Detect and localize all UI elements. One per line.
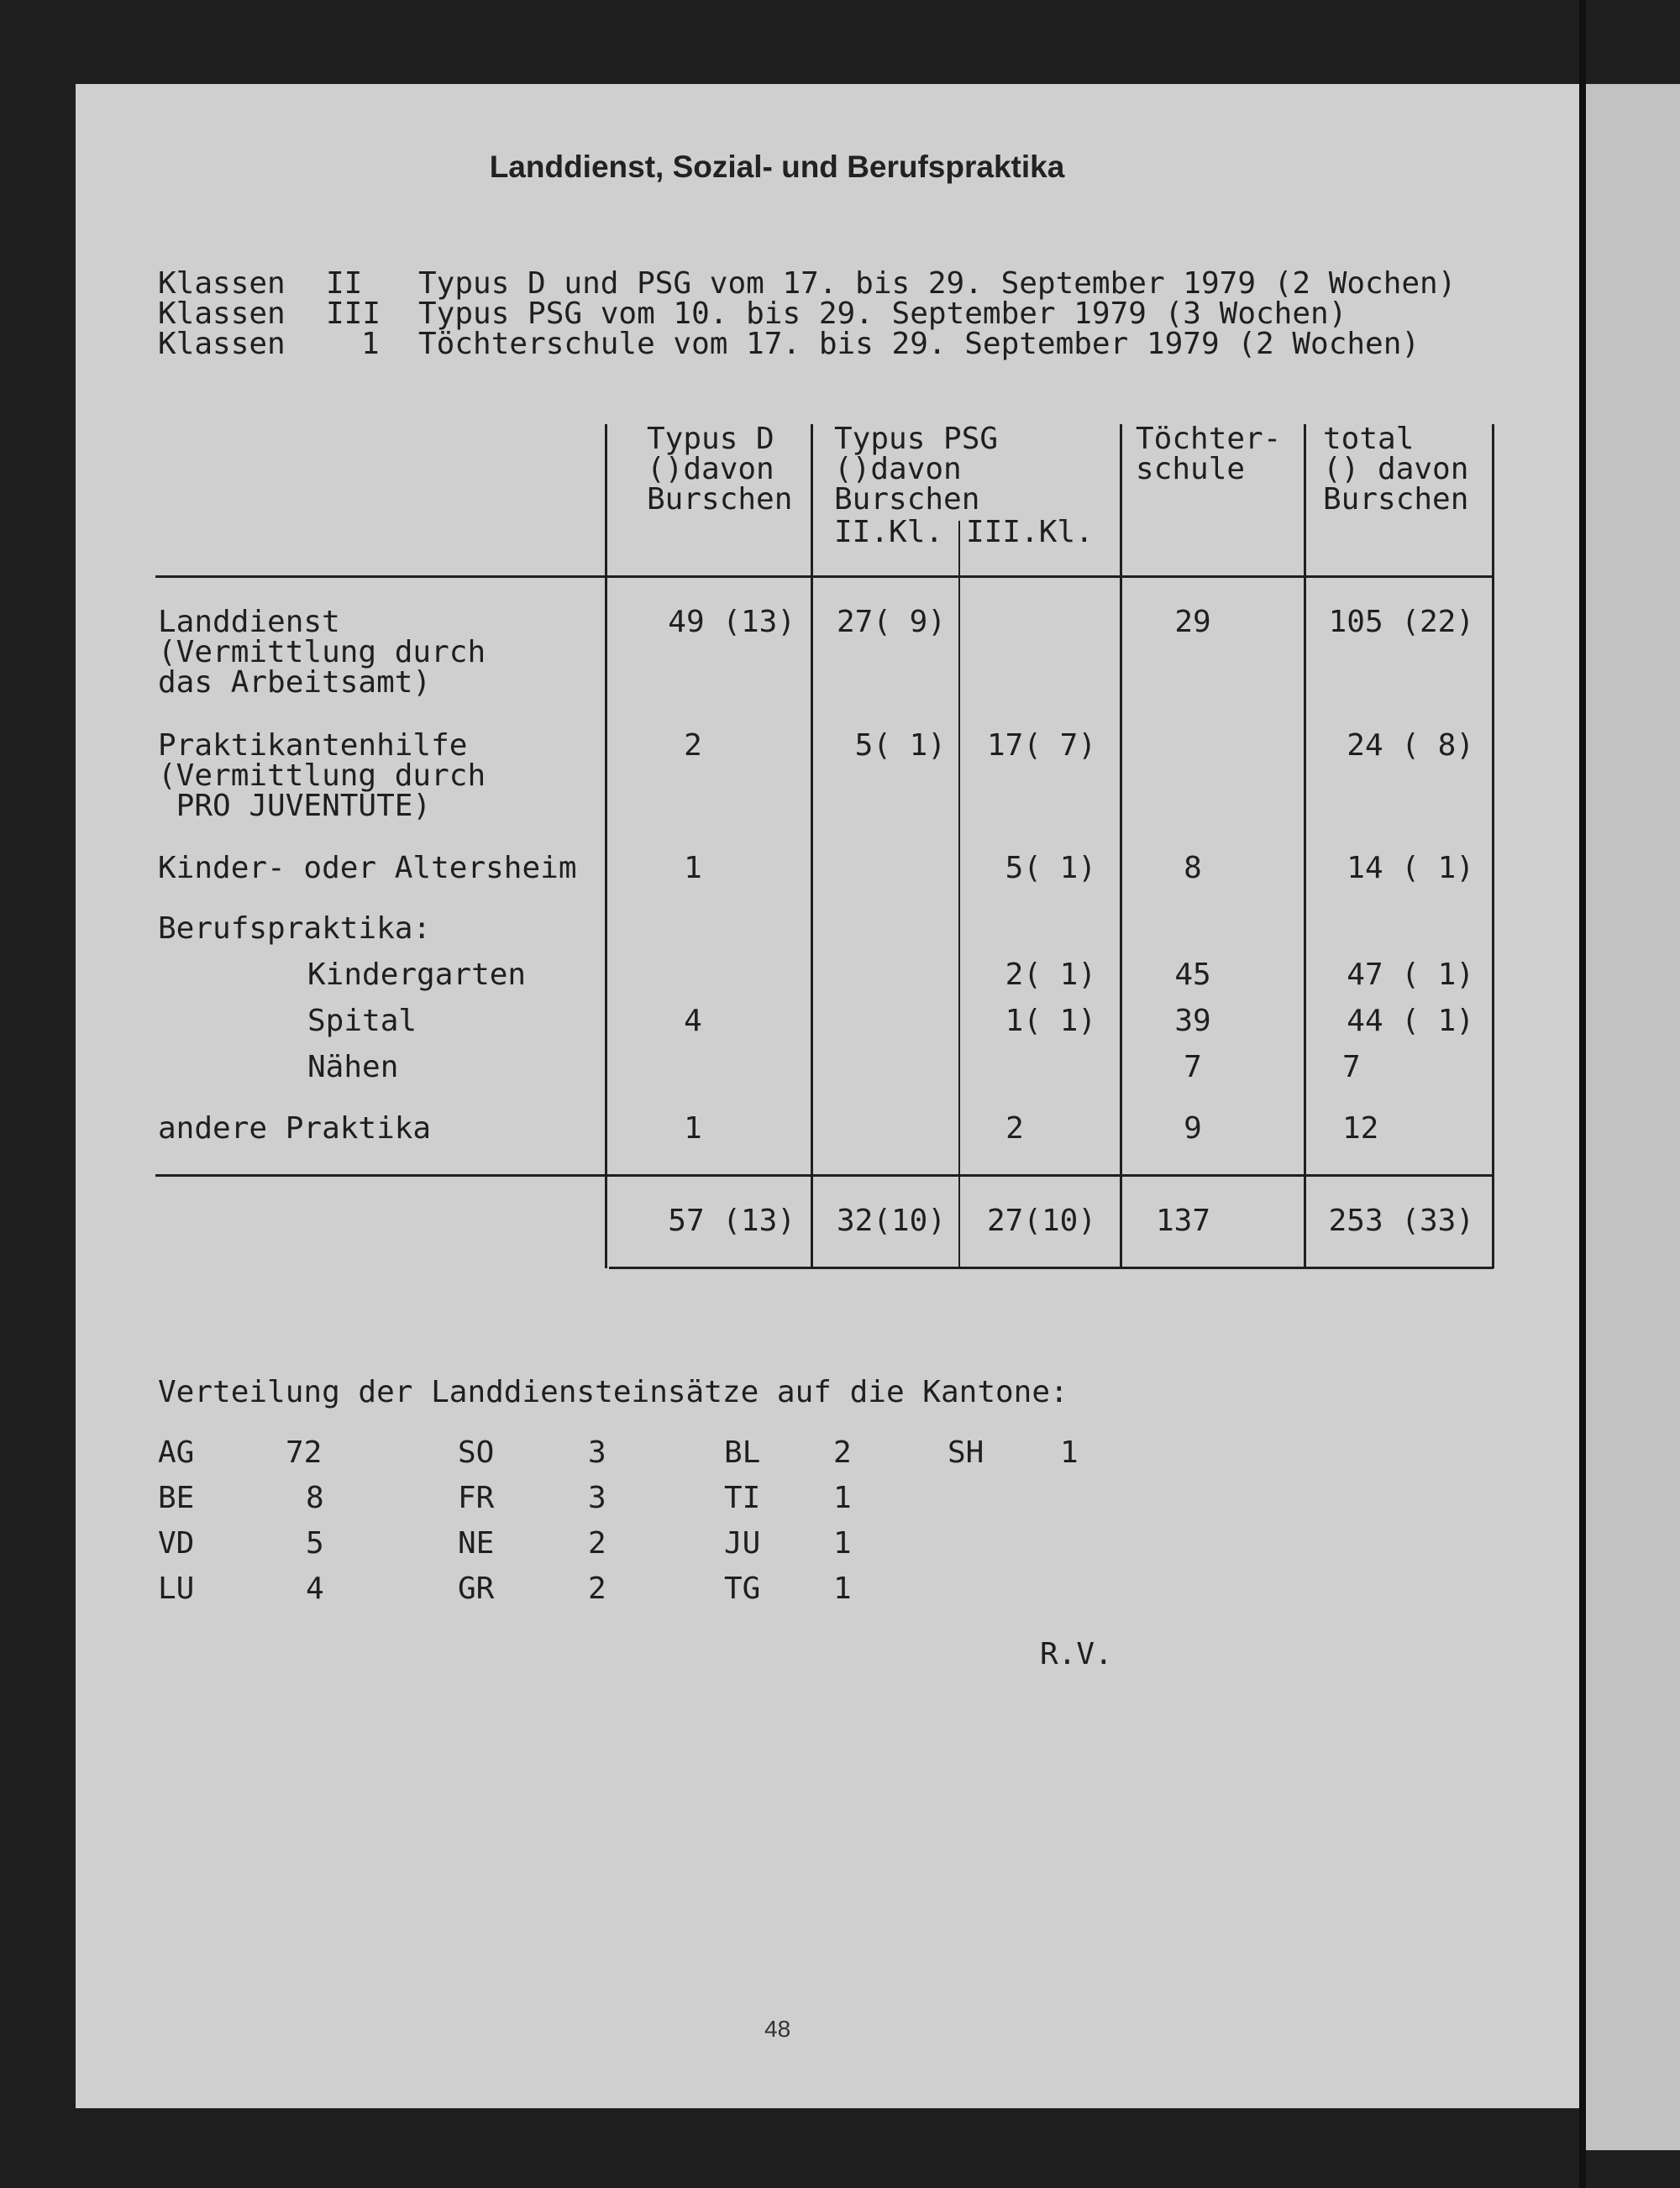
cell-typus-d: 1: [684, 1111, 702, 1146]
document-page: [76, 84, 1583, 2108]
book-binding: [1579, 0, 1586, 2188]
header-typus-psg: Typus PSG: [834, 422, 999, 456]
col-divider: [958, 521, 960, 1268]
class-level: III: [326, 296, 381, 331]
cell-total: 24 ( 8): [1347, 728, 1474, 763]
totals-rule: [155, 1174, 1494, 1177]
row-label: Kinder- oder Altersheim: [158, 851, 577, 885]
header-psg-iii: III.Kl.: [966, 515, 1094, 549]
col-divider: [1492, 424, 1494, 1268]
canton-code: NE: [458, 1526, 495, 1561]
header-rule: [155, 575, 1494, 578]
row-label: Landdienst: [158, 605, 340, 639]
row-label: Kindergarten: [307, 958, 527, 992]
canton-count: 1: [833, 1481, 852, 1515]
adjacent-page-edge: [1583, 84, 1680, 2150]
canton-count: 3: [588, 1481, 606, 1515]
row-label: Spital: [307, 1004, 417, 1038]
row-label: Praktikantenhilfe: [158, 728, 468, 763]
canton-count: 72: [286, 1435, 323, 1470]
cell-psg-iii: 5( 1): [1005, 851, 1096, 885]
total-toechter: 137: [1156, 1204, 1211, 1238]
canton-code: TG: [724, 1571, 761, 1606]
canton-code: BL: [724, 1435, 761, 1470]
bottom-rule: [609, 1267, 1494, 1269]
canton-code: AG: [158, 1435, 195, 1470]
cell-toechter: 7: [1184, 1050, 1202, 1084]
cell-typus-d: 49 (13): [668, 605, 795, 639]
class-label: Klassen: [158, 327, 286, 361]
class-text: Töchterschule vom 17. bis 29. September 1979 (2 Wochen): [418, 327, 1420, 361]
total-total: 253 (33): [1328, 1204, 1474, 1238]
total-psg-ii: 32(10): [836, 1204, 946, 1238]
canton-count: 5: [306, 1526, 324, 1561]
total-psg-iii: 27(10): [986, 1204, 1096, 1238]
canton-count: 1: [833, 1526, 852, 1561]
class-label: Klassen: [158, 296, 286, 331]
canton-code: GR: [458, 1571, 495, 1606]
canton-count: 1: [1060, 1435, 1079, 1470]
cell-toechter: 29: [1174, 605, 1211, 639]
cell-typus-d: 4: [684, 1004, 702, 1038]
signature: R.V.: [1040, 1637, 1113, 1671]
canton-code: FR: [458, 1481, 495, 1515]
total-typus-d: 57 (13): [668, 1204, 795, 1238]
cantons-title: Verteilung der Landdiensteinsätze auf die Kantone:: [158, 1375, 1068, 1409]
row-label: (Vermittlung durch: [158, 758, 486, 793]
cell-psg-iii: 17( 7): [986, 728, 1096, 763]
canton-code: VD: [158, 1526, 195, 1561]
col-divider: [605, 424, 607, 1268]
header-toechterschule: Töchter-: [1136, 422, 1282, 456]
header-typus-d: ()davon: [647, 452, 774, 486]
row-label: (Vermittlung durch: [158, 635, 486, 669]
cell-total: 105 (22): [1328, 605, 1474, 639]
canton-count: 2: [833, 1435, 852, 1470]
class-text: Typus PSG vom 10. bis 29. September 1979 (3 Wochen): [418, 296, 1347, 331]
cell-total: 7: [1342, 1050, 1361, 1084]
header-total: Burschen: [1323, 482, 1469, 517]
canton-code: BE: [158, 1481, 195, 1515]
row-label: Nähen: [307, 1050, 399, 1084]
header-typus-psg: Burschen: [834, 482, 980, 517]
canton-count: 3: [588, 1435, 606, 1470]
canton-code: TI: [724, 1481, 761, 1515]
cell-total: 47 ( 1): [1347, 958, 1474, 992]
cell-psg-iii: 2: [1005, 1111, 1024, 1146]
class-text: Typus D und PSG vom 17. bis 29. September 1979 (2 Wochen): [418, 266, 1457, 301]
cell-total: 12: [1342, 1111, 1379, 1146]
cell-psg-iii: 1( 1): [1005, 1004, 1096, 1038]
canton-count: 8: [306, 1481, 324, 1515]
class-level: 1: [361, 327, 380, 361]
page-number: 48: [764, 2016, 791, 2042]
cell-psg-iii: 2( 1): [1005, 958, 1096, 992]
cell-typus-d: 2: [684, 728, 702, 763]
header-psg-ii: II.Kl.: [834, 515, 944, 549]
canton-code: SO: [458, 1435, 495, 1470]
canton-count: 1: [833, 1571, 852, 1606]
header-typus-psg: ()davon: [834, 452, 962, 486]
row-label: andere Praktika: [158, 1111, 432, 1146]
header-toechterschule: schule: [1136, 452, 1246, 486]
cell-toechter: 45: [1174, 958, 1211, 992]
header-typus-d: Typus D: [647, 422, 774, 456]
cell-psg-ii: 27( 9): [836, 605, 946, 639]
cell-total: 44 ( 1): [1347, 1004, 1474, 1038]
cell-total: 14 ( 1): [1347, 851, 1474, 885]
class-label: Klassen: [158, 266, 286, 301]
cell-toechter: 9: [1184, 1111, 1202, 1146]
header-total: total: [1323, 422, 1415, 456]
canton-count: 4: [306, 1571, 324, 1606]
class-level: II: [326, 266, 363, 301]
row-label: das Arbeitsamt): [158, 665, 432, 700]
page-heading: Landdienst, Sozial- und Berufspraktika: [489, 150, 1065, 184]
canton-code: SH: [948, 1435, 984, 1470]
canton-count: 2: [588, 1526, 606, 1561]
cell-typus-d: 1: [684, 851, 702, 885]
col-divider: [811, 424, 813, 1268]
canton-code: JU: [724, 1526, 761, 1561]
header-total: () davon: [1323, 452, 1469, 486]
row-label: PRO JUVENTUTE): [158, 789, 432, 823]
cell-toechter: 39: [1174, 1004, 1211, 1038]
row-label: Berufspraktika:: [158, 911, 432, 946]
header-typus-d: Burschen: [647, 482, 793, 517]
canton-count: 2: [588, 1571, 606, 1606]
canton-code: LU: [158, 1571, 195, 1606]
cell-toechter: 8: [1184, 851, 1202, 885]
col-divider: [1304, 424, 1306, 1268]
cell-psg-ii: 5( 1): [854, 728, 946, 763]
